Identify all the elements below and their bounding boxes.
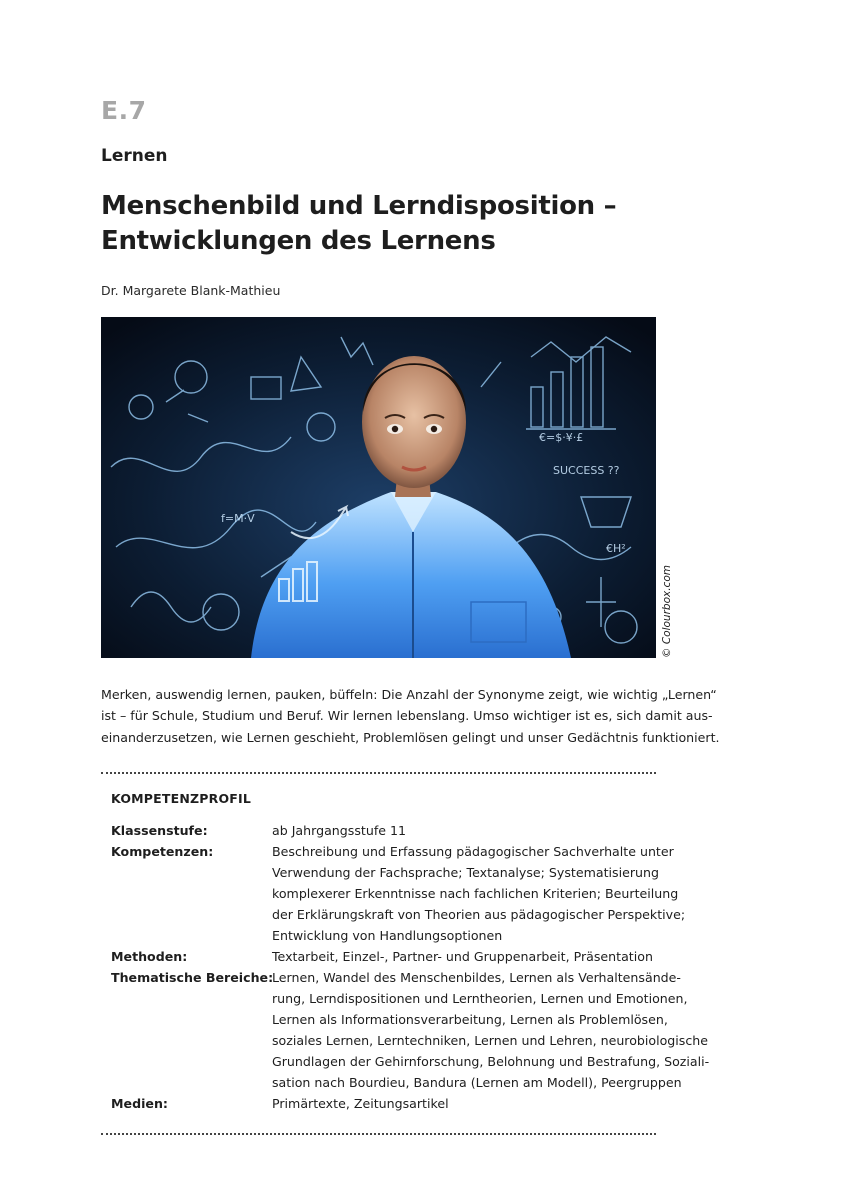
profile-label: Kompetenzen: bbox=[111, 844, 214, 859]
profile-value-line: der Erklärungskraft von Theorien aus pädagogischer Perspektive; bbox=[272, 907, 686, 922]
intro-line: einanderzusetzen, wie Lernen geschieht, Problemlösen gelingt und unser Gedächtnis funktioniert. bbox=[101, 729, 720, 745]
profile-value bbox=[272, 1093, 662, 1114]
profile-value-line: Lernen, Wandel des Menschenbildes, Lernen als Verhaltensände- bbox=[272, 970, 681, 985]
cover-photo bbox=[101, 317, 656, 658]
profile-value-line: ab Jahrgangsstufe 11 bbox=[272, 823, 407, 838]
topic-label: Lernen bbox=[101, 146, 168, 166]
photo-illustration bbox=[101, 317, 656, 658]
profile-value-line: Verwendung der Fachsprache; Textanalyse; Systematisierung bbox=[272, 865, 659, 880]
photo-credit-text: © Colourbox.com bbox=[661, 565, 673, 658]
profile-value-line: komplexerer Erkenntnisse nach fachlichen Kriterien; Beurteilung bbox=[272, 886, 679, 901]
person-face bbox=[362, 356, 466, 488]
profile-value-line: rung, Lerndispositionen und Lerntheorien, Lernen und Emotionen, bbox=[272, 991, 688, 1006]
divider-bottom bbox=[101, 1133, 656, 1135]
title-line: Entwicklungen des Lernens bbox=[101, 226, 496, 256]
divider-top bbox=[101, 772, 656, 774]
profile-heading: KOMPETENZPROFIL bbox=[111, 791, 252, 806]
profile-value-line: soziales Lernen, Lerntechniken, Lernen und Lehren, neurobiologische bbox=[272, 1033, 709, 1048]
profile-label: Klassenstufe: bbox=[111, 823, 208, 838]
profile-value-line: Entwicklung von Handlungsoptionen bbox=[272, 928, 503, 943]
chalk-text: SUCCESS ?? bbox=[553, 464, 620, 477]
intro-paragraph bbox=[101, 684, 720, 748]
chalk-text: f=M·V bbox=[221, 512, 255, 525]
profile-value-line: Beschreibung und Erfassung pädagogischer Sachverhalte unter bbox=[272, 844, 674, 859]
profile-value-line: Textarbeit, Einzel-, Partner- und Gruppenarbeit, Präsentation bbox=[272, 949, 653, 964]
profile-label: Methoden: bbox=[111, 949, 188, 964]
profile-label: Thematische Bereiche: bbox=[111, 970, 274, 985]
profile-value-line: Lernen als Informationsverarbeitung, Lernen als Problemlösen, bbox=[272, 1012, 668, 1027]
profile-value bbox=[272, 841, 686, 946]
author: Dr. Margarete Blank-Mathieu bbox=[101, 283, 281, 298]
profile-value bbox=[272, 946, 662, 967]
profile-label: Medien: bbox=[111, 1096, 168, 1111]
section-code: E.7 bbox=[101, 96, 147, 125]
page-title bbox=[101, 189, 701, 259]
profile-value bbox=[272, 967, 710, 1093]
chalk-text: €H² bbox=[606, 542, 626, 555]
profile-value bbox=[272, 820, 662, 841]
intro-line: ist – für Schule, Studium und Beruf. Wir lernen lebenslang. Umso wichtiger ist es, sich damit aus- bbox=[101, 708, 713, 724]
profile-value-line: Grundlagen der Gehirnforschung, Belohnung und Bestrafung, Soziali- bbox=[272, 1054, 710, 1069]
title-line: Menschenbild und Lerndisposition – bbox=[101, 191, 617, 221]
intro-line: Merken, auswendig lernen, pauken, büffeln: Die Anzahl der Synonyme zeigt, wie wichtig „Lernen“ bbox=[101, 687, 717, 702]
profile-value-line: Primärtexte, Zeitungsartikel bbox=[272, 1096, 449, 1111]
chalk-text: €=$·¥·£ bbox=[539, 431, 584, 444]
profile-value-line: sation nach Bourdieu, Bandura (Lernen am Modell), Peergruppen bbox=[272, 1075, 682, 1090]
